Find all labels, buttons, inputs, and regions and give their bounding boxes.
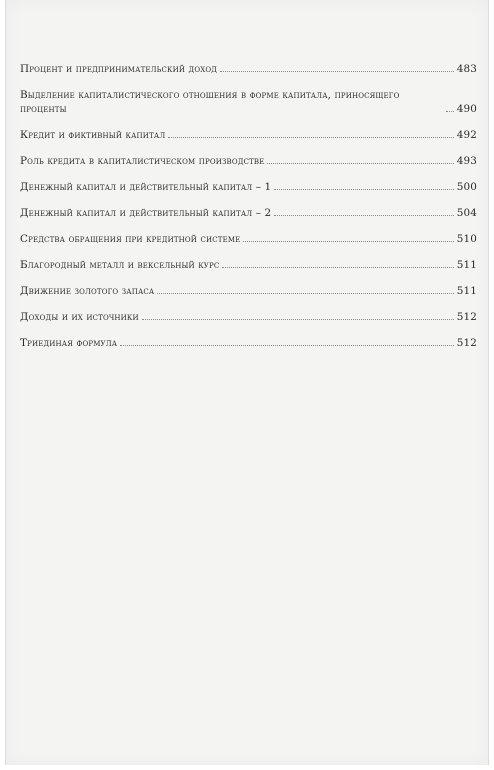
toc-entry-page: 512 [456, 337, 477, 349]
dot-leader [222, 267, 453, 268]
toc-entry-title: Доходы и их источники [20, 311, 139, 323]
dot-leader [446, 111, 454, 112]
toc-entry[interactable] [20, 284, 477, 298]
toc-entry-title: Кредит и фиктивный капитал [20, 129, 166, 141]
toc-entry[interactable] [20, 258, 477, 272]
toc-entry-page: 511 [456, 259, 477, 271]
toc-entry-page: 511 [456, 285, 477, 297]
toc-entry-title: Денежный капитал и действительный капитал – 2 [20, 207, 272, 219]
dot-leader [120, 345, 454, 346]
table-of-contents [20, 62, 477, 362]
dot-leader [243, 241, 453, 242]
dot-leader [157, 293, 453, 294]
dot-leader [142, 319, 454, 320]
toc-entry-title: Роль кредита в капиталистическом производстве [20, 155, 265, 167]
toc-entry[interactable] [20, 154, 477, 168]
toc-entry[interactable] [20, 88, 477, 116]
toc-entry[interactable] [20, 310, 477, 324]
toc-entry-title: Денежный капитал и действительный капитал – 1 [20, 181, 272, 193]
toc-entry-title: Движение золотого запаса [20, 285, 155, 297]
toc-entry-title: Триединая формула [20, 337, 118, 349]
toc-entry-title: Процент и предпринимательский доход [20, 63, 218, 75]
dot-leader [168, 137, 453, 138]
dot-leader [274, 189, 453, 190]
toc-entry[interactable] [20, 232, 477, 246]
toc-entry-page: 492 [456, 129, 477, 141]
toc-entry-title: Благородный металл и вексельный курс [20, 259, 220, 271]
toc-entry-page: 483 [456, 63, 477, 75]
toc-entry-title: Выделение капиталистического отношения в форме капитала, приносящего проценты [20, 89, 400, 115]
dot-leader [274, 215, 453, 216]
dot-leader [267, 163, 453, 164]
dot-leader [220, 71, 454, 72]
toc-entry[interactable] [20, 62, 477, 76]
toc-entry-title: Средства обращения при кредитной системе [20, 233, 241, 245]
toc-entry[interactable] [20, 180, 477, 194]
toc-entry-page: 510 [456, 233, 477, 245]
toc-entry-page: 504 [456, 207, 477, 219]
toc-entry-page: 500 [456, 181, 477, 193]
toc-entry-page: 493 [456, 155, 477, 167]
toc-entry[interactable] [20, 336, 477, 350]
toc-entry[interactable] [20, 128, 477, 142]
toc-entry[interactable] [20, 206, 477, 220]
toc-entry-page: 512 [456, 311, 477, 323]
toc-entry-page: 490 [456, 103, 477, 115]
book-page [5, 0, 489, 765]
